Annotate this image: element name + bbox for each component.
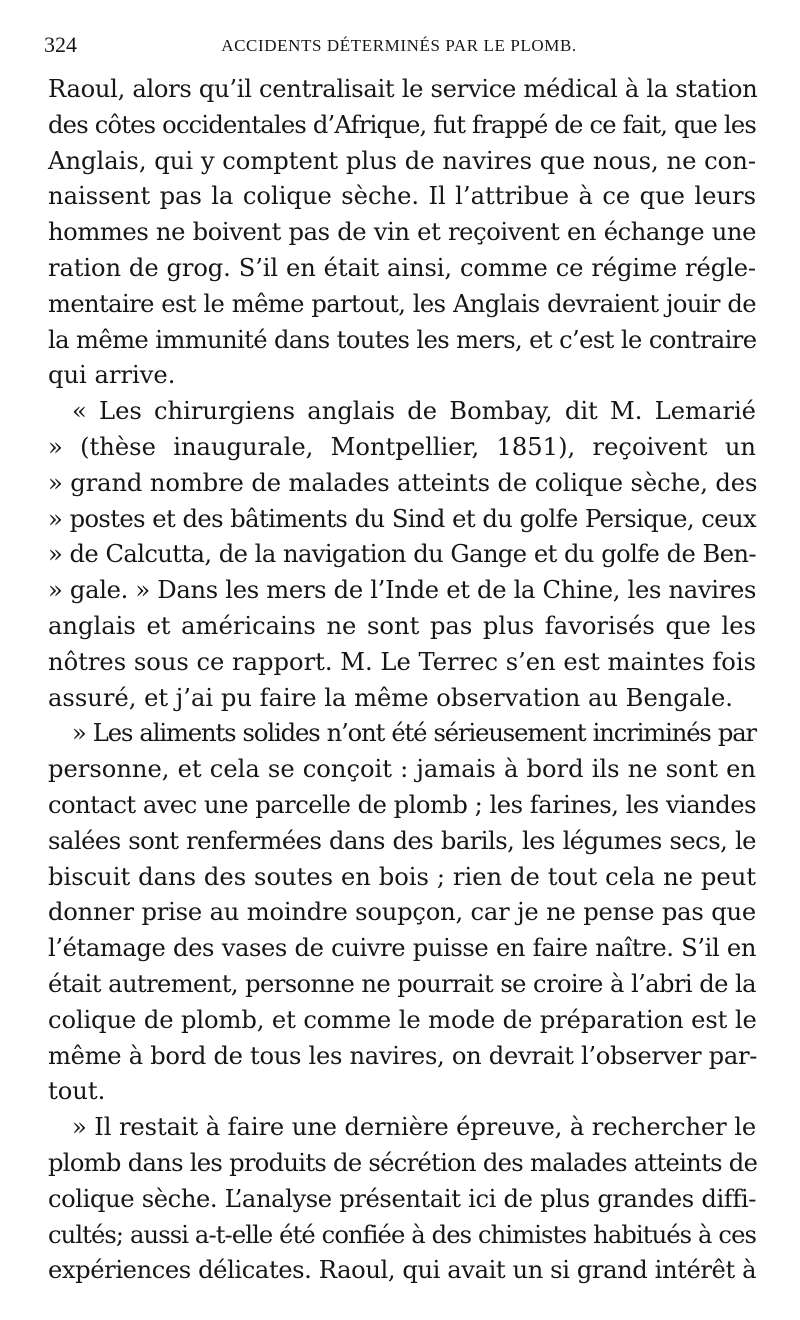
text-line: plomb dans les produits de sécrétion des malades atteints de xyxy=(48,1148,758,1177)
text-line: assuré, et j’ai pu faire la même observation au Bengale. xyxy=(48,683,733,712)
text-line: des côtes occidentales d’Afrique, fut frappé de ce fait, que les xyxy=(48,110,756,139)
text-line: colique de plomb, et comme le mode de préparation est le xyxy=(48,1005,757,1034)
text-line: hommes ne boivent pas de vin et reçoivent en échange une xyxy=(48,218,756,247)
running-title: ACCIDENTS DÉTERMINÉS PAR LE PLOMB. xyxy=(221,36,577,55)
text-line: naissent pas la colique sèche. Il l’attribue à ce que leurs xyxy=(48,182,756,211)
text-line: » Les aliments solides n’ont été sérieusement incriminés par xyxy=(72,719,756,748)
text-line: » grand nombre de malades atteints de colique sèche, des xyxy=(48,468,758,497)
page-header xyxy=(44,32,754,68)
text-line: » postes et des bâtiments du Sind et du golfe Persique, ceux xyxy=(48,504,756,533)
text-line: « Les chirurgiens anglais de Bombay, dit M. Lemarié xyxy=(72,397,756,426)
text-line: contact avec une parcelle de plomb ; les farines, les viandes xyxy=(48,790,756,819)
text-line: était autrement, personne ne pourrait se croire à l’abri de la xyxy=(48,969,756,998)
text-line: l’étamage des vases de cuivre puisse en faire naître. S’il en xyxy=(48,934,756,963)
text-line: Raoul, alors qu’il centralisait le service médical à la station xyxy=(48,75,758,103)
text-line: nôtres sous ce rapport. M. Le Terrec s’en est maintes fois xyxy=(48,647,756,676)
text-line: mentaire est le même partout, les Anglais devraient jouir de xyxy=(48,289,756,318)
body-text xyxy=(48,72,756,1289)
page-number: 324 xyxy=(44,32,77,57)
text-line: salées sont renfermées dans des barils, les légumes secs, le xyxy=(48,826,756,855)
text-line: » de Calcutta, de la navigation du Gange et du golfe de Ben- xyxy=(48,540,756,569)
text-line: tout. xyxy=(48,1077,106,1106)
text-line: donner prise au moindre soupçon, car je ne pense pas que xyxy=(48,898,756,927)
text-line: la même immunité dans toutes les mers, et c’est le contraire xyxy=(48,325,757,354)
text-line: personne, et cela se conçoit : jamais à bord ils ne sont en xyxy=(48,755,756,784)
text-line: biscuit dans des soutes en bois ; rien de tout cela ne peut xyxy=(48,862,756,891)
text-line: ration de grog. S’il en était ainsi, comme ce régime régle- xyxy=(48,253,756,282)
text-line: » Il restait à faire une dernière épreuve, à rechercher le xyxy=(72,1113,757,1142)
text-line: » (thèse inaugurale, Montpellier, 1851), reçoivent un xyxy=(48,432,756,461)
text-line: anglais et américains ne sont pas plus favorisés que les xyxy=(48,611,756,640)
text-line: colique sèche. L’analyse présentait ici de plus grandes diffi- xyxy=(48,1184,756,1213)
text-line: cultés; aussi a-t-elle été confiée à des chimistes habitués à ces xyxy=(48,1220,756,1249)
text-line: qui arrive. xyxy=(48,361,176,390)
text-line: expériences délicates. Raoul, qui avait un si grand intérêt à xyxy=(48,1256,757,1285)
text-line: » gale. » Dans les mers de l’Inde et de la Chine, les navires xyxy=(48,576,757,605)
text-line: Anglais, qui y comptent plus de navires que nous, ne con- xyxy=(48,146,756,175)
text-line: même à bord de tous les navires, on devrait l’observer par- xyxy=(48,1041,758,1070)
